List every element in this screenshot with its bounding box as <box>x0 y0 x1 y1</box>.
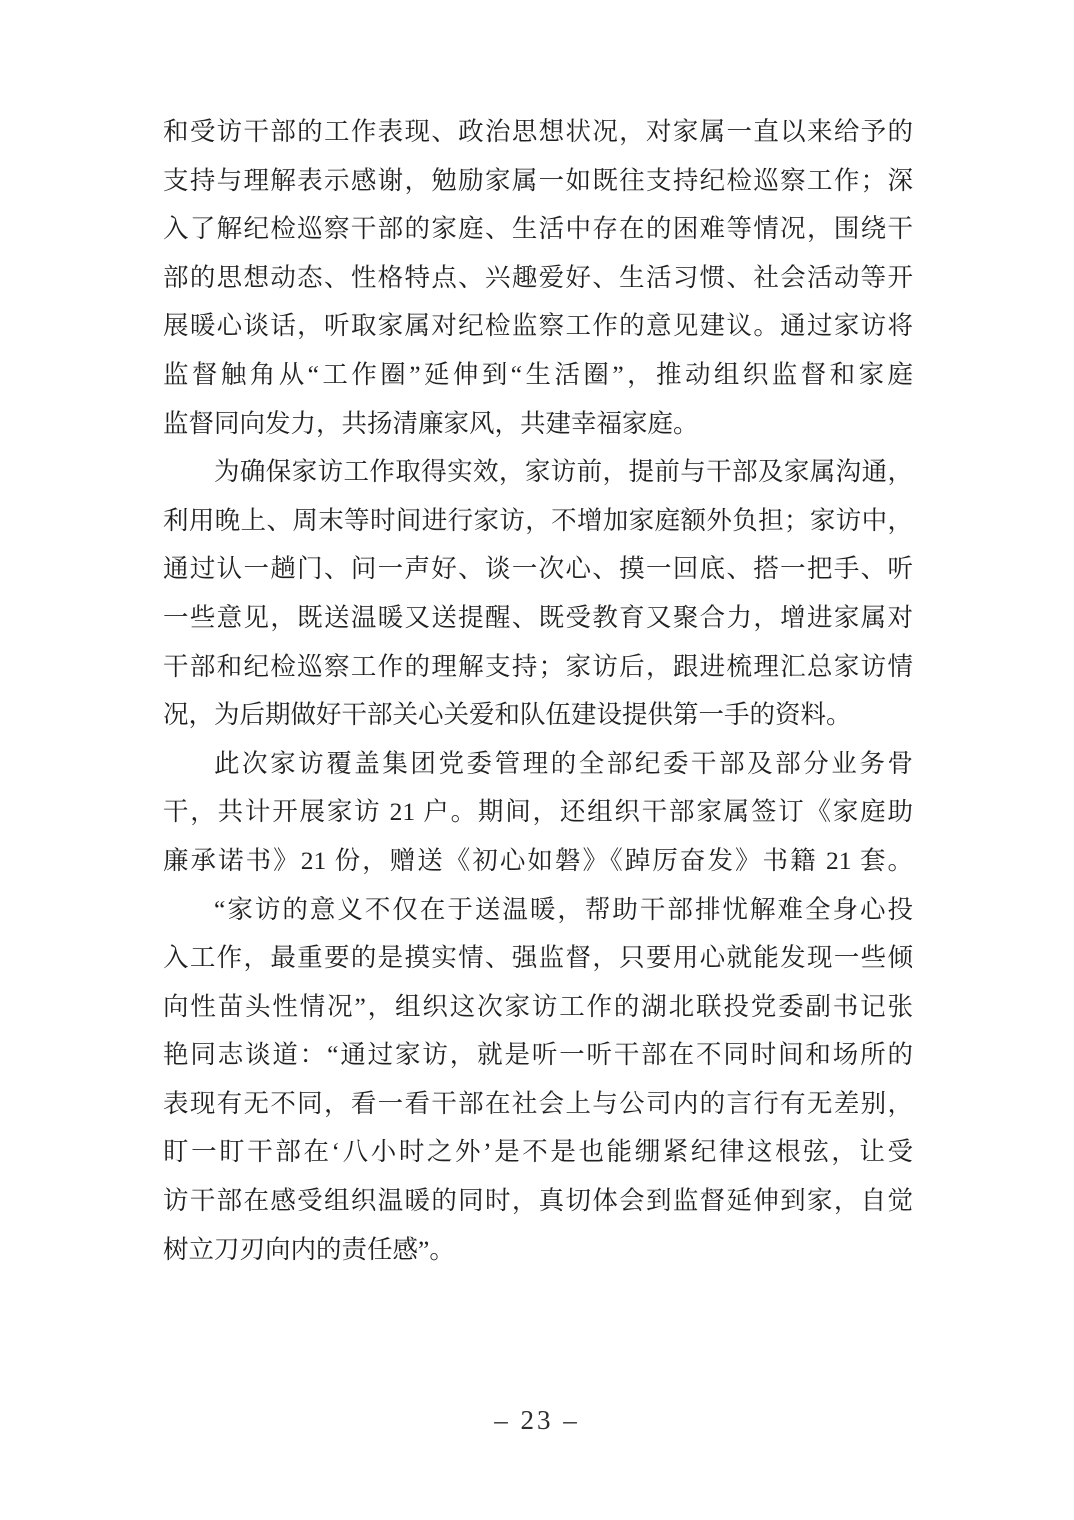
text-line: 干，共计开展家访 21 户。期间，还组织干部家属签订《家庭助 <box>163 797 913 827</box>
text-line: “家访的意义不仅在于送温暖，帮助干部排忧解难全身心投 <box>214 894 913 924</box>
text-line: 廉承诺书》21 份，赠送《初心如磐》《踔厉奋发》书籍 21 套。 <box>163 845 913 875</box>
paragraph <box>163 108 913 448</box>
text-line: 监督触角从“工作圈”延伸到“生活圈”，推动组织监督和家庭 <box>163 359 913 389</box>
text-line: 通过认一趟门、问一声好、谈一次心、摸一回底、搭一把手、听 <box>163 554 913 584</box>
text-line: 向性苗头性情况”，组织这次家访工作的湖北联投党委副书记张 <box>163 991 913 1021</box>
text-line: 干部和纪检巡察工作的理解支持；家访后，跟进梳理汇总家访情 <box>163 651 913 681</box>
text-line: 一些意见，既送温暖又送提醒、既受教育又聚合力，增进家属对 <box>163 602 913 632</box>
text-line: 展暖心谈话，听取家属对纪检监察工作的意见建议。通过家访将 <box>163 311 913 341</box>
document-body <box>163 108 913 1274</box>
text-line: 此次家访覆盖集团党委管理的全部纪委干部及部分业务骨 <box>214 748 913 778</box>
text-line: 支持与理解表示感谢，勉励家属一如既往支持纪检巡察工作；深 <box>163 165 913 195</box>
text-line: 况，为后期做好干部关心关爱和队伍建设提供第一手的资料。 <box>163 700 852 730</box>
text-line: 和受访干部的工作表现、政治思想状况，对家属一直以来给予的 <box>163 117 913 146</box>
text-line: 树立刀刃向内的责任感”。 <box>163 1234 455 1264</box>
text-line: 访干部在感受组织温暖的同时，真切体会到监督延伸到家，自觉 <box>163 1186 913 1216</box>
text-line: 监督同向发力，共扬清廉家风，共建幸福家庭。 <box>163 408 699 438</box>
text-line: 入工作，最重要的是摸实情、强监督，只要用心就能发现一些倾 <box>163 943 913 973</box>
text-line: 入了解纪检巡察干部的家庭、生活中存在的困难等情况，围绕干 <box>163 214 913 244</box>
text-line: 为确保家访工作取得实效，家访前，提前与干部及家属沟通， <box>214 457 913 487</box>
paragraph <box>163 886 913 1275</box>
text-line: 表现有无不同，看一看干部在社会上与公司内的言行有无差别， <box>163 1088 913 1118</box>
paragraph <box>163 448 913 740</box>
text-line: 利用晚上、周末等时间进行家访，不增加家庭额外负担；家访中， <box>163 505 913 535</box>
text-line: 盯一盯干部在‘八小时之外’是不是也能绷紧纪律这根弦，让受 <box>163 1137 913 1167</box>
text-line: 艳同志谈道：“通过家访，就是听一听干部在不同时间和场所的 <box>163 1040 913 1070</box>
text-line: 部的思想动态、性格特点、兴趣爱好、生活习惯、社会活动等开 <box>163 262 913 292</box>
page-number: – 23 – <box>494 1405 580 1435</box>
paragraph <box>163 740 913 886</box>
